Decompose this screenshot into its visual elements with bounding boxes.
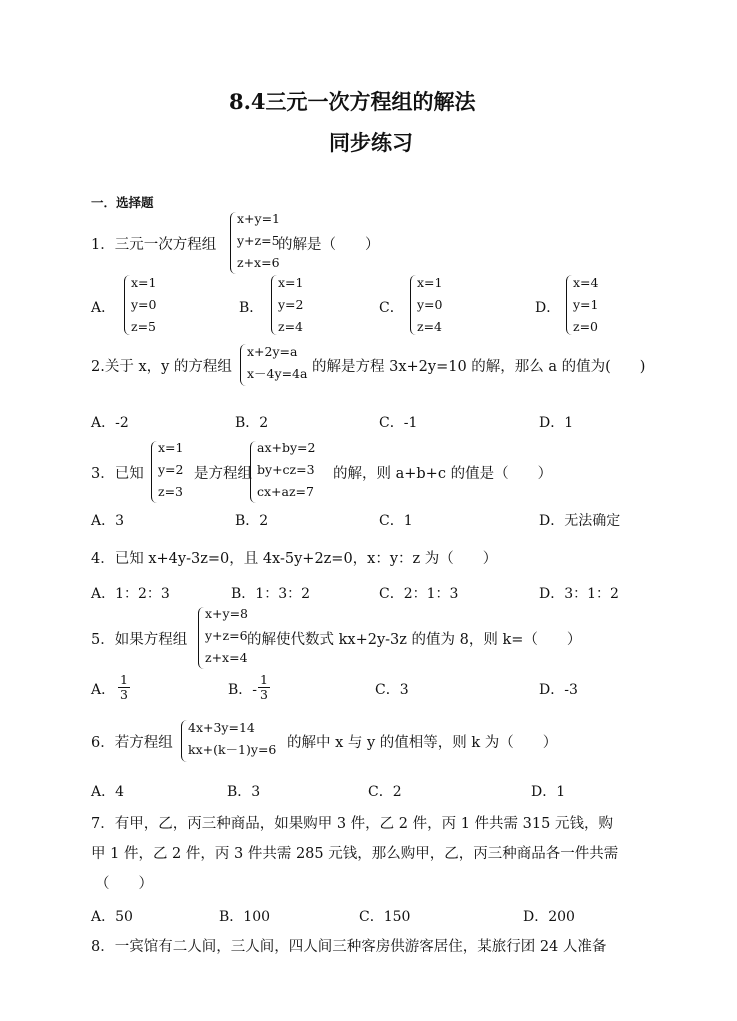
page-title: 8.4三元一次方程组的解法 — [229, 89, 476, 114]
q1-d-y: y=1 — [573, 297, 599, 312]
q2-eq2: x－4y=4a — [247, 366, 308, 381]
q3-x: x=1 — [158, 440, 184, 455]
q5-brace — [198, 607, 205, 669]
q5-option-b-fraction — [258, 673, 270, 702]
q1-suffix: 的解是（ ） — [278, 237, 380, 253]
q1-option-c-system — [417, 272, 443, 338]
q3-eq1: ax+by=2 — [257, 440, 316, 455]
q1-a-y: y=0 — [131, 297, 157, 312]
q4-option-b[interactable]: B．1：3：2 — [231, 586, 311, 602]
q3-brace-1 — [151, 441, 158, 503]
q2-option-d[interactable]: D．1 — [539, 415, 574, 431]
q4-option-c[interactable]: C．2：1：3 — [379, 586, 459, 602]
q5-eq1: x+y=8 — [205, 606, 249, 621]
q6-option-c[interactable]: C．2 — [368, 784, 402, 800]
q3-suffix: 的解，则 a+b+c 的值是（ ） — [333, 466, 553, 482]
q3-option-a[interactable]: A．3 — [91, 513, 125, 529]
q3-option-c[interactable]: C．1 — [379, 513, 413, 529]
q3-mid: 是方程组 — [194, 466, 252, 482]
q5-option-d[interactable]: D．-3 — [539, 682, 578, 698]
q1-option-c-brace — [410, 275, 417, 335]
page-subtitle: 同步练习 — [329, 130, 413, 155]
q5-a-numerator: 1 — [118, 673, 130, 688]
q3-z: z=3 — [158, 484, 184, 499]
q5-option-c[interactable]: C．3 — [375, 682, 409, 698]
q2-option-a[interactable]: A．-2 — [91, 415, 129, 431]
q1-option-a-letter: A． — [91, 300, 116, 316]
q7-option-b[interactable]: B．100 — [219, 909, 271, 925]
q1-option-b-brace — [271, 275, 278, 335]
q7-option-a[interactable]: A．50 — [91, 909, 133, 925]
q2-label: 2.关于 x，y 的方程组 — [91, 359, 232, 375]
q4-option-d[interactable]: D．3：1：2 — [539, 586, 619, 602]
q1-eq3: z+x=6 — [237, 255, 280, 270]
q5-suffix: 的解使代数式 kx+2y-3z 的值为 8，则 k=（ ） — [247, 632, 582, 648]
q2-system — [247, 341, 307, 385]
q1-option-a-brace — [124, 275, 131, 335]
q3-label: 3．已知 — [91, 466, 144, 482]
q1-option-d-brace — [566, 275, 573, 335]
q4-option-a[interactable]: A．1：2：3 — [91, 586, 170, 602]
q2-option-b[interactable]: B．2 — [235, 415, 269, 431]
q2-eq1: x+2y=a — [247, 344, 298, 359]
q1-b-y: y=2 — [278, 297, 304, 312]
q3-option-d[interactable]: D．无法确定 — [539, 513, 621, 529]
q1-d-z: z=0 — [573, 319, 599, 334]
q4-text: 4．已知 x+4y-3z=0，且 4x-5y+2z=0，x：y：z 为（ ） — [91, 551, 498, 567]
q1-a-x: x=1 — [131, 275, 157, 290]
q1-option-b-system — [278, 272, 304, 338]
q7-option-c[interactable]: C．150 — [359, 909, 411, 925]
q1-system — [237, 208, 280, 274]
q1-option-c-letter: C． — [379, 300, 404, 316]
q3-system-1 — [158, 437, 184, 503]
q5-option-a-fraction — [118, 673, 130, 702]
q1-b-x: x=1 — [278, 275, 304, 290]
q6-label: 6．若方程组 — [91, 735, 173, 751]
q6-option-d[interactable]: D．1 — [531, 784, 566, 800]
q6-option-b[interactable]: B．3 — [227, 784, 261, 800]
q1-eq2: y+z=5 — [237, 233, 280, 248]
q1-label: 1．三元一次方程组 — [91, 237, 217, 253]
q1-c-y: y=0 — [417, 297, 443, 312]
q3-brace-2 — [250, 441, 257, 503]
q7-line-2: 甲 1 件，乙 2 件，丙 3 件共需 285 元钱，那么购甲，乙，丙三种商品各一件共需 — [91, 846, 619, 862]
q1-option-d-letter: D． — [535, 300, 561, 316]
q3-option-b[interactable]: B．2 — [235, 513, 269, 529]
q5-option-b-letter: B．- — [228, 682, 258, 698]
q7-line-3: （ ） — [95, 876, 153, 892]
q1-eq1: x+y=1 — [237, 211, 281, 226]
q1-brace — [230, 212, 237, 274]
q5-eq3: z+x=4 — [205, 650, 248, 665]
q7-option-d[interactable]: D．200 — [523, 909, 575, 925]
question-8-text: 8．一宾馆有二人间，三人间，四人间三种客房供游客居住，某旅行团 24 人准备 — [91, 939, 607, 955]
q1-option-d-system — [573, 272, 599, 338]
q2-option-c[interactable]: C．-1 — [379, 415, 418, 431]
q1-d-x: x=4 — [573, 275, 599, 290]
q5-option-a-letter: A． — [91, 682, 116, 698]
q3-system-2 — [257, 437, 315, 503]
q1-a-z: z=5 — [131, 319, 157, 334]
q6-suffix: 的解中 x 与 y 的值相等，则 k 为（ ） — [287, 735, 558, 751]
q1-option-a-system — [131, 272, 157, 338]
q1-c-x: x=1 — [417, 275, 443, 290]
q5-a-denominator: 3 — [120, 687, 128, 702]
q6-option-a[interactable]: A．4 — [91, 784, 125, 800]
q5-b-denominator: 3 — [260, 687, 268, 702]
q1-b-z: z=4 — [278, 319, 304, 334]
q6-eq2: kx+(k－1)y=6 — [188, 742, 277, 757]
q7-line-1: 7．有甲，乙，丙三种商品，如果购甲 3 件，乙 2 件，丙 1 件共需 315 元钱，购 — [91, 816, 613, 832]
q5-b-numerator: 1 — [258, 673, 270, 688]
q5-label: 5．如果方程组 — [91, 632, 188, 648]
q6-system — [188, 717, 276, 761]
q2-suffix: 的解是方程 3x+2y=10 的解，那么 a 的值为( ) — [312, 359, 646, 375]
q3-y: y=2 — [158, 462, 184, 477]
section-heading: 一．选择题 — [91, 195, 154, 210]
q6-brace — [181, 720, 188, 762]
q5-system — [205, 603, 248, 669]
q1-c-z: z=4 — [417, 319, 443, 334]
q5-eq2: y+z=6 — [205, 628, 248, 643]
q3-eq2: by+cz=3 — [257, 462, 315, 477]
q2-brace — [240, 344, 247, 386]
q6-eq1: 4x+3y=14 — [188, 720, 255, 735]
q3-eq3: cx+az=7 — [257, 484, 314, 499]
q1-option-b-letter: B． — [239, 300, 264, 316]
